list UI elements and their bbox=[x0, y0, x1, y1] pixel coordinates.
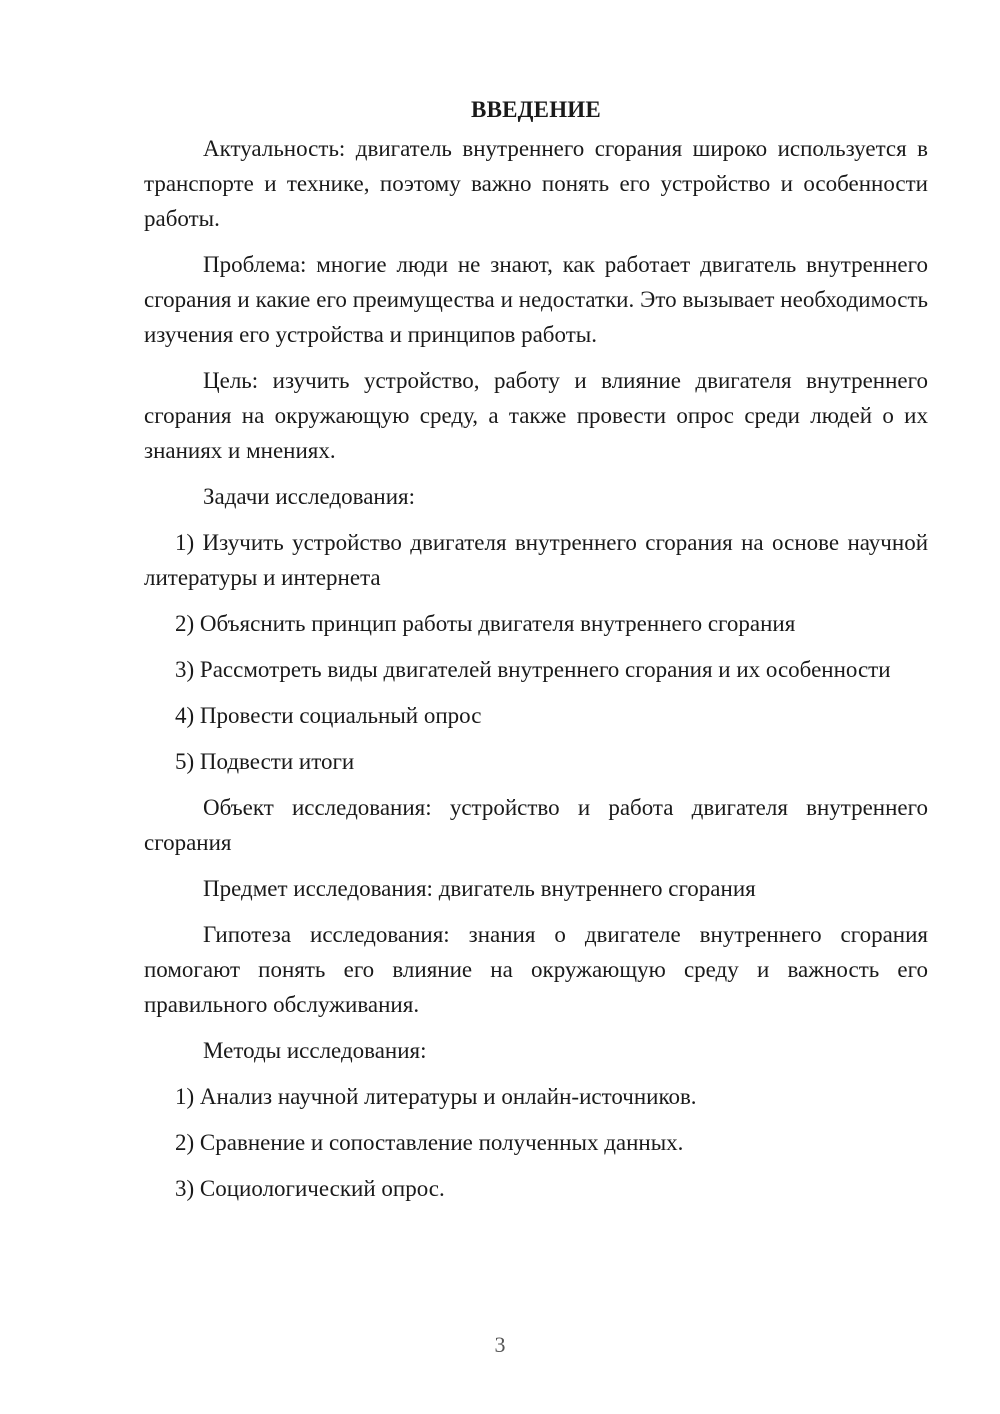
methods-heading: Методы исследования: bbox=[203, 1038, 427, 1063]
object-paragraph: Объект исследования: устройство и работа двигателя внутреннего сгорания bbox=[144, 795, 928, 855]
task-item-1: 1) Изучить устройство двигателя внутреннего сгорания на основе научной литературы и интернета bbox=[144, 530, 928, 590]
method-item-2: 2) Сравнение и сопоставление полученных данных. bbox=[175, 1130, 684, 1155]
goal-paragraph: Цель: изучить устройство, работу и влияние двигателя внутреннего сгорания на окружающую среду, а также провести опрос среди людей о их знаниях и мнениях. bbox=[144, 368, 928, 463]
method-item-1: 1) Анализ научной литературы и онлайн-источников. bbox=[175, 1084, 697, 1109]
task-item-2: 2) Объяснить принцип работы двигателя внутреннего сгорания bbox=[175, 611, 796, 636]
method-item-3: 3) Социологический опрос. bbox=[175, 1176, 445, 1201]
document-page bbox=[144, 92, 928, 1217]
tasks-heading: Задачи исследования: bbox=[203, 484, 416, 509]
subject-paragraph: Предмет исследования: двигатель внутреннего сгорания bbox=[203, 876, 756, 901]
task-item-4: 4) Провести социальный опрос bbox=[175, 703, 482, 728]
section-title: ВВЕДЕНИЕ bbox=[471, 97, 601, 122]
problem-paragraph: Проблема: многие люди не знают, как работает двигатель внутреннего сгорания и какие его преимущества и недостатки. Это вызывает необходимость изучения его устройства и принципов работы. bbox=[144, 252, 928, 347]
task-item-3: 3) Рассмотреть виды двигателей внутреннего сгорания и их особенности bbox=[175, 657, 891, 682]
page-number: 3 bbox=[494, 1332, 506, 1357]
task-item-5: 5) Подвести итоги bbox=[175, 749, 355, 774]
hypothesis-paragraph: Гипотеза исследования: знания о двигателе внутреннего сгорания помогают понять его влияние на окружающую среду и важность его правильного обслуживания. bbox=[144, 922, 928, 1017]
relevance-paragraph: Актуальность: двигатель внутреннего сгорания широко используется в транспорте и технике, поэтому важно понять его устройство и особенности работы. bbox=[144, 136, 928, 231]
